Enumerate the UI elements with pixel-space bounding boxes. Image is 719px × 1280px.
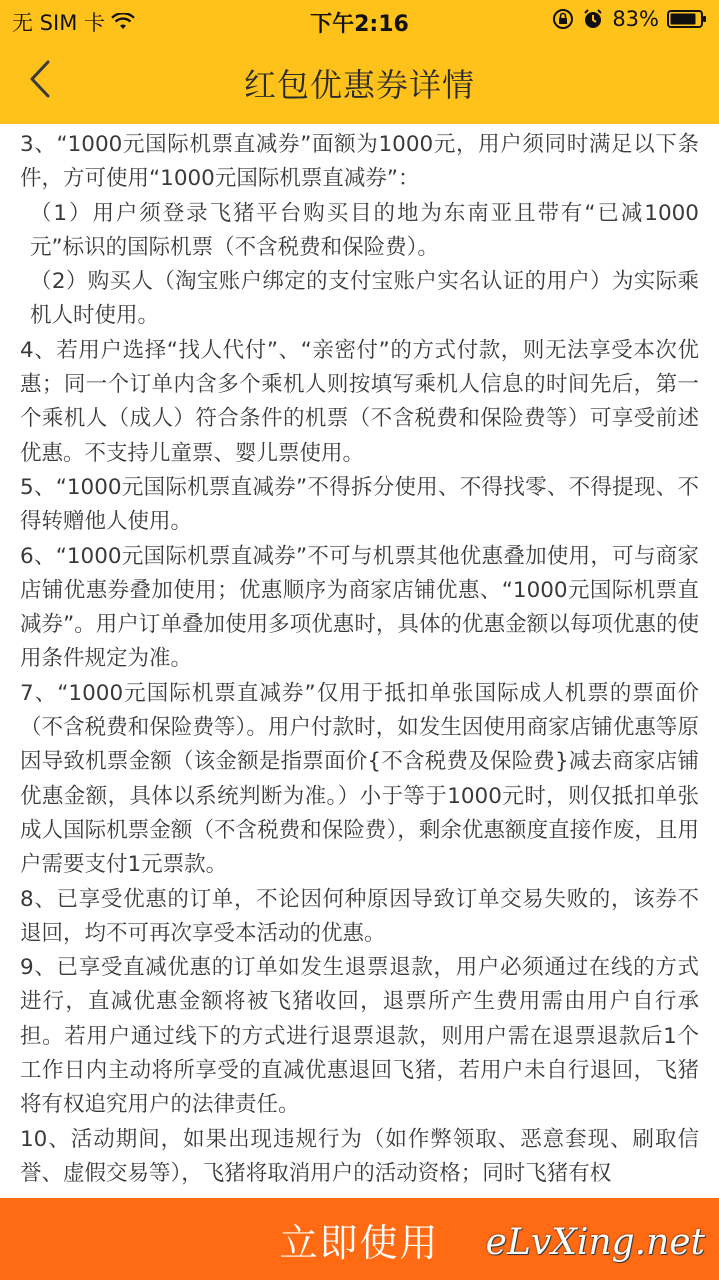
- rule-paragraph: 9、已享受直减优惠的订单如发生退票退款，用户必须通过在线的方式进行，直减优惠金额将被飞猪收回，退票所产生费用需由用户自行承担。若用户通过线下的方式进行退票退款，则用户需在退票退款后1个工作日内主动将所享受的直减优惠退回飞猪，若用户未自行退回，飞猪将有权追究用户的法律责任。: [20, 955, 699, 1118]
- rule-paragraph: （1）用户须登录飞猪平台购买目的地为东南亚且带有“已减1000元”标识的国际机票（不含税费和保险费）。: [30, 200, 699, 260]
- rule-paragraph: （2）购买人（淘宝账户绑定的支付宝账户实名认证的用户）为实际乘机人时使用。: [30, 269, 699, 329]
- watermark-logo: eLvXing.net: [485, 1222, 705, 1263]
- alarm-icon: [582, 8, 604, 30]
- use-now-button[interactable]: 立即使用: [0, 1198, 719, 1280]
- rule-paragraph: 8、已享受优惠的订单，不论因何种原因导致订单交易失败的，该券不退回，均不可再次享受本活动的优惠。: [20, 886, 699, 946]
- rule-paragraph: 6、“1000元国际机票直减券”不可与机票其他优惠叠加使用，可与商家店铺优惠券叠加使用；优惠顺序为商家店铺优惠、“1000元国际机票直减券”。用户订单叠加使用多项优惠时，具体的优惠金额以每项优惠的使用条件规定为准。: [20, 543, 699, 672]
- rule-paragraph: 3、“1000元国际机票直减券”面额为1000元，用户须同时满足以下条件，方可使用“1000元国际机票直减券”：: [20, 132, 699, 192]
- battery-icon: [667, 9, 707, 29]
- carrier-label: 无 SIM 卡: [12, 11, 105, 35]
- nav-bar: [0, 40, 719, 124]
- status-time: 下午2:16: [310, 12, 409, 37]
- battery-percent: 83%: [612, 7, 659, 31]
- status-right: [552, 7, 707, 31]
- status-bar: [0, 0, 719, 40]
- rule-paragraph: 5、“1000元国际机票直减券”不得拆分使用、不得找零、不得提现、不得转赠他人使用。: [20, 474, 699, 535]
- rule-paragraph: 10、活动期间，如果出现违规行为（如作弊领取、恶意套现、刷取信誉、虚假交易等），飞猪将取消用户的活动资格；同时飞猪有权: [20, 1126, 699, 1186]
- rule-paragraph: 7、“1000元国际机票直减券”仅用于抵扣单张国际成人机票的票面价（不含税费和保险费等）。用户付款时，如发生因使用商家店铺优惠等原因导致机票金额（该金额是指票面价{不含税费及保险费}减去商家店铺优惠金额，具体以系统判断为准。）小于等于1000元时，则仅抵扣单张成人国际机票金额（不含税费和保险费），剩余优惠额度直接作废，且用户需要支付1元票款。: [20, 680, 699, 878]
- orientation-lock-icon: [552, 8, 574, 30]
- page-title: 红包优惠券详情: [243, 66, 475, 104]
- rules-content[interactable]: [0, 124, 719, 1204]
- rule-paragraph: 4、若用户选择“找人代付”、“亲密付”的方式付款，则无法享受本次优惠；同一个订单内含多个乘机人则按填写乘机人信息的时间先后，第一个乘机人（成人）符合条件的机票（不含税费和保险费等）可享受前述优惠。不支持儿童票、婴儿票使用。: [20, 337, 699, 466]
